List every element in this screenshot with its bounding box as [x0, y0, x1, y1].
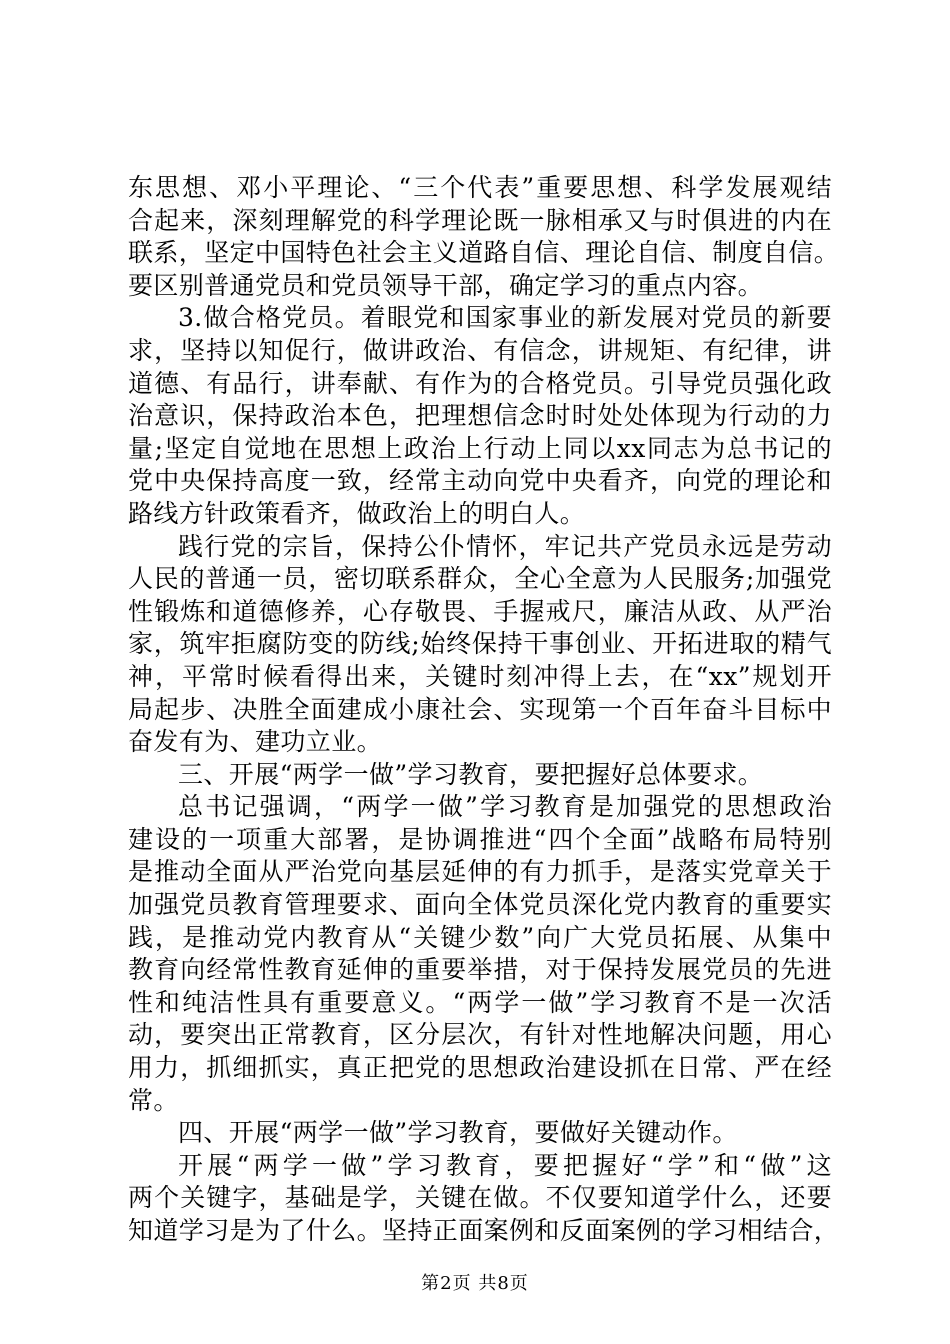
text-line: 践，是推动党内教育从“关键少数”向广大党员拓展、从集中: [128, 922, 832, 952]
text-line: 知道学习是为了什么。坚持正面案例和反面案例的学习相结合，: [128, 1216, 840, 1245]
text-line: 要区别普通党员和党员领导干部，确定学习的重点内容。: [128, 270, 764, 300]
text-line: 路线方针政策看齐，做政治上的明白人。: [128, 498, 586, 528]
text-line: 奋发有为、建功立业。: [128, 727, 383, 757]
text-line: 开展“两学一做”学习教育，要把握好“学”和“做”这: [178, 1150, 832, 1180]
text-line: 治意识，保持政治本色，把理想信念时时处处体现为行动的力: [128, 401, 832, 431]
text-line: 神，平常时候看得出来，关键时刻冲得上去，在“xx”规划开: [128, 661, 832, 691]
text-line: 常。: [128, 1085, 179, 1115]
text-line: 性和纯洁性具有重要意义。“两学一做”学习教育不是一次活: [128, 987, 832, 1017]
text-line: 是推动全面从严治党向基层延伸的有力抓手，是落实党章关于: [128, 857, 832, 887]
text-line: 党中央保持高度一致，经常主动向党中央看齐，向党的理论和: [128, 466, 832, 496]
section-heading: 四、开展“两学一做”学习教育，要做好关键动作。: [178, 1118, 738, 1148]
text-line: 两个关键字，基础是学，关键在做。不仅要知道学什么，还要: [128, 1183, 832, 1213]
page-number-footer: 第2页 共8页: [421, 1273, 529, 1294]
text-line: 家，筑牢拒腐防变的防线;始终保持干事创业、开拓进取的精气: [128, 629, 832, 659]
text-line: 局起步、决胜全面建成小康社会、实现第一个百年奋斗目标中: [128, 694, 832, 724]
text-line: 东思想、邓小平理论、“三个代表”重要思想、科学发展观结: [128, 173, 832, 202]
text-line: 3.做合格党员。着眼党和国家事业的新发展对党员的新要: [178, 303, 832, 333]
text-line: 合起来，深刻理解党的科学理论既一脉相承又与时俱进的内在: [128, 205, 832, 235]
text-line: 人民的普通一员，密切联系群众，全心全意为人民服务;加强党: [128, 564, 832, 594]
section-heading: 三、开展“两学一做”学习教育，要把握好总体要求。: [178, 759, 764, 789]
text-line: 用力，抓细抓实，真正把党的思想政治建设抓在日常、严在经: [128, 1053, 832, 1083]
text-line: 教育向经常性教育延伸的重要举措，对于保持发展党员的先进: [128, 955, 832, 985]
text-line: 联系，坚定中国特色社会主义道路自信、理论自信、制度自信。: [128, 238, 840, 268]
text-line: 性锻炼和道德修养，心存敬畏、手握戒尺，廉洁从政、从严治: [128, 596, 832, 626]
text-line: 量;坚定自觉地在思想上政治上行动上同以xx同志为总书记的: [128, 433, 832, 463]
text-line: 总书记强调，“两学一做”学习教育是加强党的思想政治: [178, 792, 832, 822]
text-line: 动，要突出正常教育，区分层次，有针对性地解决问题，用心: [128, 1020, 832, 1050]
document-body: [128, 172, 840, 1248]
text-line: 践行党的宗旨，保持公仆情怀，牢记共产党员永远是劳动: [178, 531, 832, 561]
text-line: 加强党员教育管理要求、面向全体党员深化党内教育的重要实: [128, 890, 832, 920]
text-line: 道德、有品行，讲奉献、有作为的合格党员。引导党员强化政: [128, 368, 832, 398]
text-line: 求，坚持以知促行，做讲政治、有信念，讲规矩、有纪律，讲: [128, 335, 832, 365]
text-line: 建设的一项重大部署，是协调推进“四个全面”战略布局特别: [128, 824, 832, 854]
